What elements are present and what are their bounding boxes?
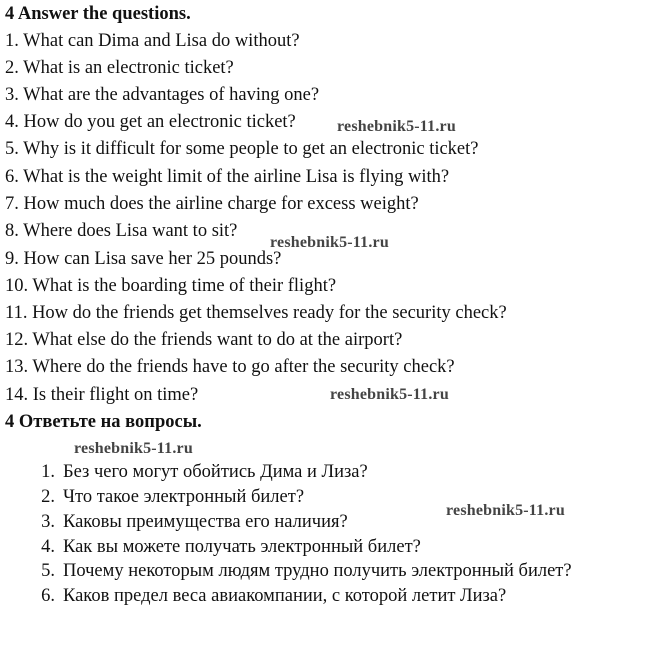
question-14: 14. Is their flight on time? [5, 385, 199, 405]
watermark: reshebnik5-11.ru [446, 502, 565, 519]
russian-item-text: Без чего могут обойтись Дима и Лиза? [63, 462, 368, 482]
english-heading: 4 Answer the questions. [5, 4, 191, 24]
question-8: 8. Where does Lisa want to sit? [5, 221, 238, 241]
question-11: 11. How do the friends get themselves ready for the security check? [5, 303, 507, 323]
question-4: 4. How do you get an electronic ticket? [5, 112, 296, 132]
question-1: 1. What can Dima and Lisa do without? [5, 31, 300, 51]
question-10: 10. What is the boarding time of their flight? [5, 276, 337, 296]
russian-item-text: Каков предел веса авиакомпании, с которой летит Лиза? [63, 586, 507, 606]
russian-item-1 [33, 459, 368, 485]
question-5: 5. Why is it difficult for some people to get an electronic ticket? [5, 139, 479, 159]
question-3: 3. What are the advantages of having one? [5, 85, 320, 105]
russian-item-text: Как вы можете получать электронный билет? [63, 537, 421, 557]
question-13: 13. Where do the friends have to go after the security check? [5, 357, 455, 377]
watermark: reshebnik5-11.ru [337, 118, 456, 135]
russian-item-6 [33, 583, 506, 609]
russian-item-2 [33, 484, 304, 510]
question-7: 7. How much does the airline charge for excess weight? [5, 194, 419, 214]
question-12: 12. What else do the friends want to do at the airport? [5, 330, 403, 350]
russian-item-number: 1. [41, 462, 55, 482]
question-6: 6. What is the weight limit of the airline Lisa is flying with? [5, 167, 450, 187]
russian-item-number: 6. [41, 586, 55, 606]
russian-item-number: 3. [41, 512, 55, 532]
russian-item-4 [33, 534, 421, 560]
russian-heading: 4 Ответьте на вопросы. [5, 412, 202, 432]
russian-item-text: Почему некоторым людям трудно получить электронный билет? [63, 561, 572, 581]
russian-item-text: Что такое электронный билет? [63, 487, 305, 507]
russian-item-number: 5. [41, 561, 55, 581]
russian-item-3 [33, 509, 348, 535]
question-2: 2. What is an electronic ticket? [5, 58, 234, 78]
watermark: reshebnik5-11.ru [270, 234, 389, 251]
russian-item-5 [33, 558, 572, 584]
russian-item-number: 4. [41, 537, 55, 557]
watermark: reshebnik5-11.ru [74, 440, 193, 457]
watermark: reshebnik5-11.ru [330, 386, 449, 403]
question-9: 9. How can Lisa save her 25 pounds? [5, 249, 282, 269]
russian-item-text: Каковы преимущества его наличия? [63, 512, 348, 532]
russian-item-number: 2. [41, 487, 55, 507]
